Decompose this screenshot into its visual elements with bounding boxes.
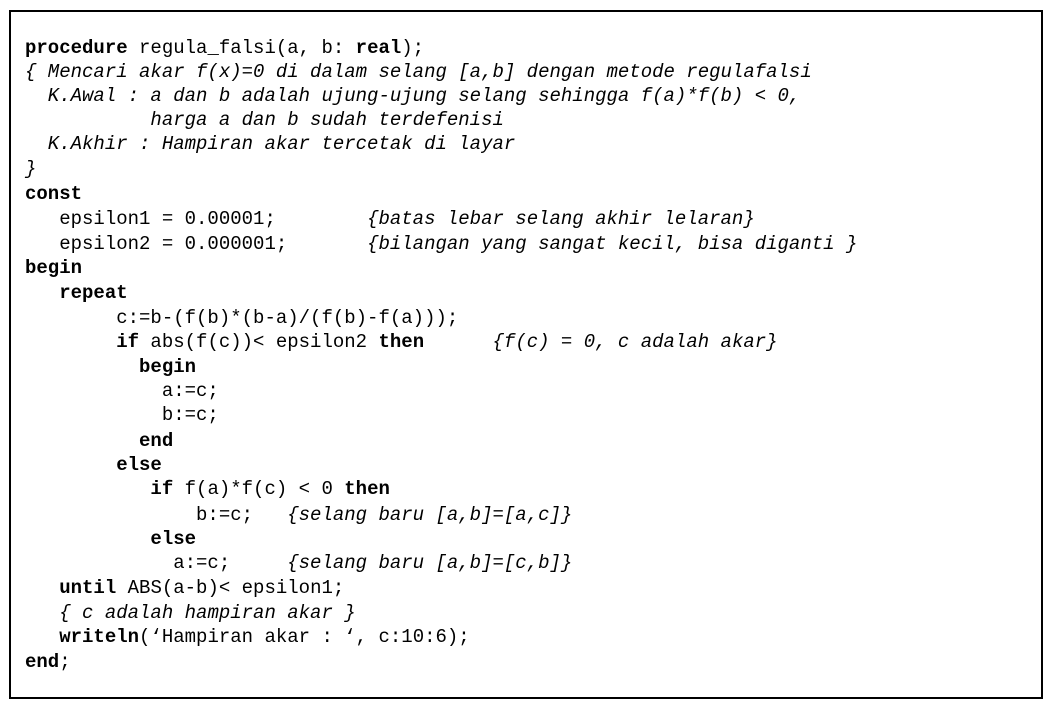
comment-token: {f(c) = 0, c adalah akar}	[492, 331, 778, 353]
code-line	[25, 576, 344, 600]
keyword-token: begin	[139, 356, 197, 378]
code-line	[25, 330, 778, 354]
keyword-token: real	[355, 37, 402, 59]
code-token	[25, 626, 59, 648]
code-token	[424, 331, 492, 353]
code-line	[25, 601, 356, 625]
code-token: );	[401, 37, 425, 59]
code-line	[25, 551, 572, 575]
code-token: b:=c;	[25, 504, 288, 526]
code-token	[25, 282, 59, 304]
code-line	[25, 503, 572, 527]
code-token: a:=c;	[25, 380, 219, 402]
code-line	[25, 232, 857, 256]
comment-token: { c adalah hampiran akar }	[59, 602, 356, 624]
keyword-token: else	[150, 528, 197, 550]
code-line	[25, 625, 470, 649]
code-line	[25, 182, 82, 206]
keyword-token: end	[139, 430, 174, 452]
code-token	[25, 478, 150, 500]
comment-token: {bilangan yang sangat kecil, bisa diganti }	[367, 233, 858, 255]
code-token: ;	[59, 651, 71, 673]
code-line	[25, 84, 800, 108]
code-token: epsilon1 = 0.00001;	[25, 208, 368, 230]
code-line	[25, 60, 812, 84]
code-token: ABS(a-b)< epsilon1;	[116, 577, 345, 599]
code-line	[25, 132, 515, 156]
comment-token: harga a dan b sudah terdefenisi	[25, 109, 504, 131]
code-token: f(a)*f(c) < 0	[173, 478, 345, 500]
code-line	[25, 379, 219, 403]
code-token	[25, 356, 139, 378]
keyword-token: then	[344, 478, 390, 500]
code-listing-frame	[9, 10, 1043, 699]
keyword-token: then	[378, 331, 425, 353]
code-token: b:=c;	[25, 404, 219, 426]
code-line	[25, 36, 424, 60]
code-line	[25, 429, 173, 453]
comment-token: {selang baru [a,b]=[c,b]}	[287, 552, 573, 574]
code-line	[25, 650, 71, 674]
code-line	[25, 157, 36, 181]
comment-token: {batas lebar selang akhir lelaran}	[367, 208, 755, 230]
code-token	[25, 577, 59, 599]
code-line	[25, 306, 458, 330]
code-token: epsilon2 = 0.000001;	[25, 233, 368, 255]
keyword-token: until	[59, 577, 117, 599]
code-line	[25, 355, 196, 379]
keyword-token: writeln	[59, 626, 140, 648]
code-token	[25, 454, 116, 476]
code-token	[25, 430, 139, 452]
code-line	[25, 527, 196, 551]
keyword-token: else	[116, 454, 162, 476]
code-token	[25, 602, 59, 624]
code-line	[25, 403, 219, 427]
keyword-token: repeat	[59, 282, 128, 304]
comment-token: }	[25, 158, 37, 180]
code-listing	[11, 12, 1041, 697]
comment-token: K.Akhir : Hampiran akar tercetak di layar	[25, 133, 516, 155]
code-token: regula_falsi(a, b:	[127, 37, 356, 59]
comment-token: {selang baru [a,b]=[a,c]}	[287, 504, 573, 526]
comment-token: K.Awal : a dan b adalah ujung-ujung selang sehingga f(a)*f(b) < 0,	[25, 85, 801, 107]
code-line	[25, 256, 82, 280]
code-line	[25, 477, 390, 501]
keyword-token: procedure	[25, 37, 128, 59]
code-token: (‘Hampiran akar : ‘, c:10:6);	[139, 626, 470, 648]
code-token: a:=c;	[25, 552, 288, 574]
keyword-token: if	[116, 331, 140, 353]
code-line	[25, 281, 128, 305]
code-token	[25, 331, 116, 353]
code-line	[25, 453, 162, 477]
code-token: c:=b-(f(b)*(b-a)/(f(b)-f(a)));	[25, 307, 459, 329]
keyword-token: const	[25, 183, 83, 205]
keyword-token: end	[25, 651, 60, 673]
code-token	[25, 528, 150, 550]
keyword-token: if	[150, 478, 174, 500]
code-token: abs(f(c))< epsilon2	[139, 331, 379, 353]
code-line	[25, 108, 504, 132]
keyword-token: begin	[25, 257, 83, 279]
comment-token: { Mencari akar f(x)=0 di dalam selang [a,b] dengan metode regulafalsi	[25, 61, 812, 83]
code-line	[25, 207, 755, 231]
